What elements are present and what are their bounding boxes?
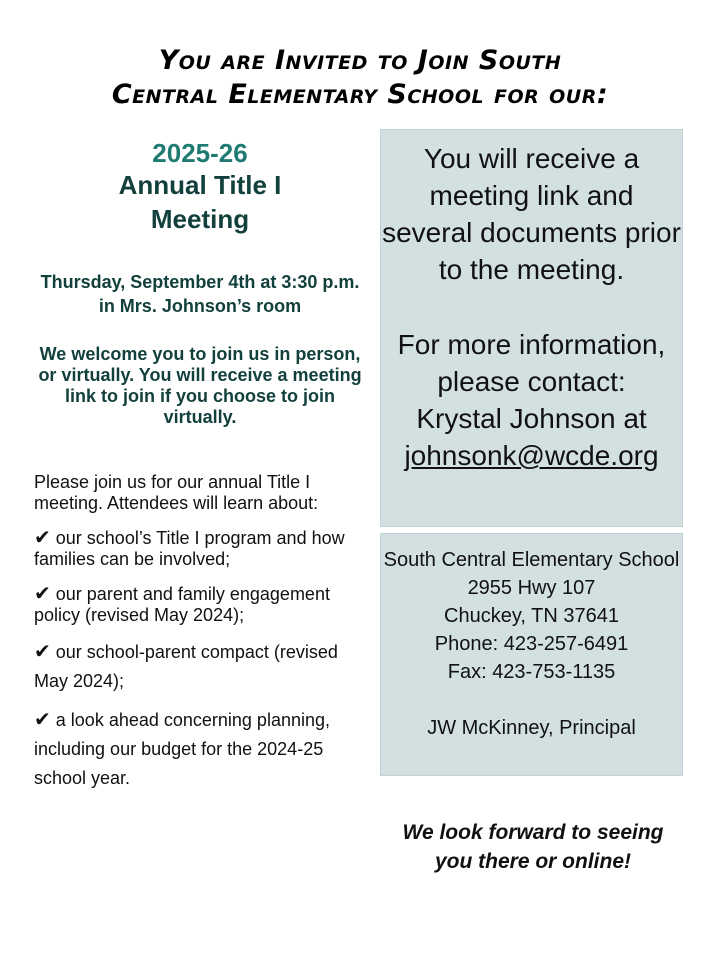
checkmark-icon: ✔ — [34, 527, 51, 549]
list-item-text: our parent and family engagement policy (revised May 2024); — [34, 584, 330, 625]
meeting-title — [30, 168, 370, 236]
list-item — [30, 638, 370, 696]
list-item — [30, 584, 370, 626]
left-column — [30, 138, 370, 793]
school-phone: Phone: 423-257-6491 — [434, 633, 629, 655]
intro-text: Please join us for our annual Title I meeting. Attendees will learn about: — [34, 472, 319, 513]
school-address-city: Chuckey, TN 37641 — [444, 605, 619, 627]
school-address-street: 2955 Hwy 107 — [467, 577, 596, 599]
welcome-message: We welcome you to join us in person, or virtually. You will receive a meeting link to join if you choose to join virtually. — [38, 344, 362, 427]
school-principal: JW McKinney, Principal — [427, 717, 636, 739]
school-fax: Fax: 423-753-1135 — [447, 661, 616, 683]
school-name: South Central Elementary School — [383, 549, 680, 571]
meeting-link-notice: You will receive a meeting link and several documents prior to the meeting. — [382, 143, 681, 285]
list-item — [30, 528, 370, 570]
list-item-text: our school-parent compact (revised May 2024); — [34, 642, 338, 691]
closing-message: We look forward to seeing you there or online! — [402, 821, 664, 873]
more-info-text: For more information, please contact: — [397, 329, 666, 397]
meeting-title-line-1: Annual Title I — [118, 170, 282, 200]
list-item — [30, 706, 370, 793]
header-line-1: You are Invited to Join South — [158, 45, 562, 76]
checkmark-icon: ✔ — [34, 583, 51, 605]
meeting-info-box — [380, 129, 683, 527]
invitation-header — [40, 44, 680, 112]
contact-email-link[interactable]: johnsonk@wcde.org — [404, 440, 659, 471]
school-info-box — [380, 533, 683, 776]
meeting-title-line-2: Meeting — [150, 204, 250, 234]
header-line-2: Central Elementary School for our: — [111, 79, 609, 110]
list-item-text: a look ahead concerning planning, including our budget for the 2024-25 school year. — [34, 710, 330, 788]
contact-name: Krystal Johnson at — [416, 403, 647, 434]
list-item-text: our school’s Title I program and how families can be involved; — [34, 528, 345, 569]
checkmark-icon: ✔ — [34, 641, 51, 663]
meeting-date-time: Thursday, September 4th at 3:30 p.m. in Mrs. Johnson’s room — [40, 272, 360, 316]
checkmark-icon: ✔ — [34, 709, 51, 731]
meeting-year: 2025-26 — [152, 138, 248, 168]
